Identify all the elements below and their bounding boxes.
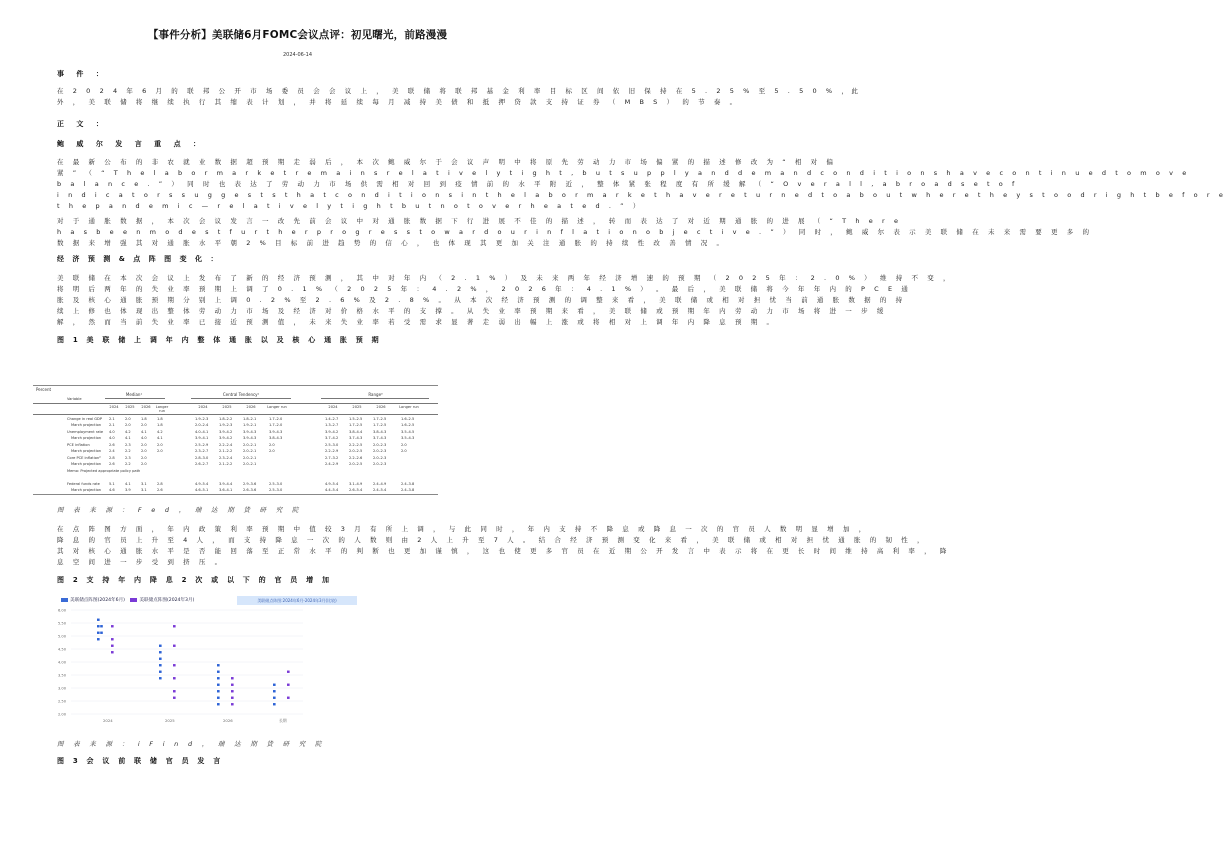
- year-header: Longer run: [155, 405, 169, 413]
- text-line: b a l a n c e . ” ） 同 时 也 表 达 了 劳 动 力 市 场 供 需 相 对 回 到 疫 情 前 的 水 平 附 近 ， 整 体 紧 张 程 度 有 所 缓 解 （ “ O v e r a l l , a b r o a d s e t o f: [57, 180, 1018, 188]
- central-tendency-cell: 2.0–2.1: [243, 443, 257, 447]
- dot-point: [231, 697, 234, 699]
- dot-point: [217, 671, 220, 673]
- central-tendency-cell: 2.9–3.6: [243, 482, 257, 486]
- dot-point: [173, 664, 176, 666]
- y-tick-label: 3.00: [58, 686, 67, 691]
- range-cell: 1.3–2.7: [325, 422, 339, 427]
- group-header-median: Median¹: [125, 392, 143, 397]
- row-label: Unemployment rate: [67, 430, 104, 434]
- y-tick-label: 2.00: [58, 712, 67, 717]
- text-line: 在 最 新 公 布 的 非 农 就 业 数 据 超 预 期 走 弱 后 ， 本 次 鲍 威 尔 于 会 议 声 明 中 将 原 先 劳 动 力 市 场 偏 紧 的 描 述 修 改 为 “ 相 对 偏: [57, 158, 837, 166]
- year-header: 2024: [198, 405, 208, 409]
- range-cell: 1.7–2.5: [349, 422, 363, 427]
- median-cell: 2.0: [141, 456, 147, 460]
- median-cell: 1.8: [157, 422, 163, 427]
- year-header: 2025: [222, 405, 232, 409]
- text-line: 数 据 来 增 强 其 对 通 胀 水 平 朝 2 % 目 标 前 进 趋 势 的 信 心 ， 也 体 现 其 更 加 关 注 通 胀 的 持 续 性 改 善 情 况 。: [57, 239, 727, 247]
- dot-point: [273, 697, 276, 699]
- median-cell: 3.1: [141, 487, 147, 492]
- x-tick-label: 2026: [223, 718, 233, 723]
- central-tendency-cell: 2.0–2.1: [243, 456, 257, 460]
- y-tick-label: 4.00: [58, 660, 67, 665]
- year-header: Longer run: [267, 405, 287, 409]
- legend-label-june: 美联储点阵图(2024年6月): [70, 598, 125, 603]
- range-cell: 3.7–4.2: [325, 435, 339, 440]
- central-tendency-cell: 3.9–4.3: [243, 435, 257, 440]
- dot-point: [159, 671, 162, 673]
- dot-point: [111, 638, 114, 640]
- group-header-central: Central Tendency²: [222, 392, 260, 397]
- dot-point: [173, 690, 176, 692]
- text-line: 紧 ” （ “ T h e l a b o r m a r k e t r e m a i n s r e l a t i v e l y t i g h t , b u t s u p p l y a n d d e m a n d c o n d i t i o n s h a v e c o n t i n u e d t o m o v e: [57, 169, 1190, 177]
- median-cell: 4.0: [109, 430, 115, 434]
- forecast-heading: 经 济 预 测 & 点 阵 图 变 化 ：: [57, 255, 221, 263]
- y-tick-label: 4.50: [58, 647, 67, 652]
- median-cell: 2.0: [141, 448, 147, 453]
- event-heading: 事 件 ：: [57, 70, 108, 78]
- dot-plot-paragraph: [57, 524, 951, 568]
- dot-point: [173, 645, 176, 647]
- table-unit: Percent: [36, 387, 52, 392]
- text-line: 将 明 后 两 年 的 失 业 率 预 期 上 调 了 0 . 1 % （ 2 0 2 5 年 ： 4 . 2 % ， 2 0 2 6 年 ： 4 . 1 % ） 。 最 后 ， 美 联 储 将 今 年 年 内 的 P C E 通: [57, 285, 912, 293]
- median-cell: 2.3: [125, 443, 131, 447]
- range-cell: 2.2–2.5: [349, 443, 363, 447]
- text-line: 续 上 修 也 体 现 出 整 体 劳 动 力 市 场 及 经 济 对 价 格 水 平 的 支 撑 。 从 失 业 率 预 期 来 看 ， 美 联 储 或 预 期 年 内 劳 动 力 市 场 将 进 一 步 缓: [57, 307, 887, 315]
- central-tendency-cell: 2.0: [269, 448, 275, 453]
- row-label: PCE inflation: [67, 443, 90, 447]
- median-cell: 4.2: [125, 430, 131, 434]
- row-label: March projection: [71, 461, 102, 466]
- text-line: 对 于 通 胀 数 据 ， 本 次 会 议 发 言 一 改 先 前 会 议 中 对 通 胀 数 据 下 行 进 展 不 佳 的 描 述 ， 转 而 表 达 了 对 近 期 通 胀 的 进 展 （ “ T h e r e: [57, 217, 902, 225]
- range-cell: 2.0–2.3: [373, 461, 387, 466]
- median-cell: 4.6: [109, 487, 115, 492]
- range-cell: 3.8–4.3: [373, 430, 387, 434]
- median-cell: 4.1: [157, 435, 163, 440]
- dot-point: [159, 658, 162, 660]
- range-cell: 2.6–5.4: [349, 487, 363, 492]
- economic-projections-table: [33, 385, 438, 495]
- range-cell: 2.0–2.3: [373, 456, 387, 460]
- dot-point: [287, 671, 290, 673]
- central-tendency-cell: 2.8–3.0: [195, 456, 209, 460]
- y-tick-label: 5.50: [58, 621, 67, 626]
- range-cell: 2.0–2.5: [349, 461, 363, 466]
- range-cell: 2.2–2.6: [349, 456, 363, 460]
- central-tendency-cell: 2.3–2.4: [219, 456, 233, 460]
- range-cell: 2.2–2.9: [325, 448, 339, 453]
- x-tick-label: 2025: [165, 718, 175, 723]
- median-cell: 4.1: [141, 430, 147, 434]
- dot-point: [97, 632, 100, 634]
- text-line: i n d i c a t o r s s u g g e s t s t h a t c o n d i t i o n s i n t h e l a b o r m a r k e t h a v e r e t u r n e d t o a b o u t w h e r e t h e y s t o o d r i g h t b e f o r e: [57, 191, 1226, 199]
- range-cell: 2.7–3.2: [325, 456, 339, 460]
- dot-point: [273, 690, 276, 692]
- dot-point: [173, 625, 176, 627]
- range-cell: 3.7–4.3: [373, 435, 387, 440]
- median-cell: 2.0: [157, 443, 163, 447]
- median-cell: 4.2: [157, 430, 163, 434]
- range-cell: 2.4–3.8: [401, 482, 415, 486]
- central-tendency-cell: 2.6–3.6: [243, 487, 257, 492]
- median-cell: 4.0: [141, 435, 147, 440]
- median-cell: 4.1: [125, 435, 131, 440]
- median-cell: 2.3: [125, 456, 131, 460]
- range-cell: 2.5–3.0: [325, 443, 339, 447]
- range-cell: 1.6–2.5: [401, 417, 415, 421]
- dot-point: [97, 638, 100, 640]
- median-cell: 3.1: [141, 482, 147, 486]
- range-cell: 1.7–2.5: [373, 417, 387, 421]
- central-tendency-cell: 3.9–4.3: [243, 430, 257, 434]
- dot-point: [231, 703, 234, 705]
- powell-heading: 鲍 威 尔 发 言 重 点 ：: [57, 140, 206, 148]
- row-label: Federal funds rate: [67, 482, 100, 486]
- dot-point: [173, 697, 176, 699]
- dot-point: [217, 703, 220, 705]
- range-cell: 3.5–4.5: [401, 430, 415, 434]
- median-cell: 4.1: [125, 482, 131, 486]
- median-cell: 2.1: [109, 422, 115, 427]
- median-cell: 2.1: [109, 417, 115, 421]
- range-cell: 3.8–4.4: [349, 430, 363, 434]
- dot-point: [159, 645, 162, 647]
- dot-point: [287, 684, 290, 686]
- dot-point: [273, 703, 276, 705]
- dot-plot-svg: [57, 596, 310, 726]
- x-tick-label: 长期: [279, 718, 287, 723]
- y-tick-label: 3.50: [58, 673, 67, 678]
- central-tendency-cell: 2.2–2.4: [219, 443, 233, 447]
- figure-1-source: 图 表 来 源 ： F e d ， 瑞 达 期 货 研 究 院: [57, 506, 303, 514]
- range-cell: 1.4–2.7: [325, 417, 339, 421]
- row-label: Change in real GDP: [67, 417, 102, 421]
- median-cell: 2.0: [141, 461, 147, 466]
- central-tendency-cell: 1.8–2.2: [219, 417, 233, 421]
- central-tendency-cell: 4.0–4.1: [195, 430, 209, 434]
- median-cell: 1.8: [157, 417, 163, 421]
- report-title: 【事件分析】美联储6月FOMC会议点评：初见曙光，前路漫漫: [147, 29, 448, 41]
- dot-point: [173, 677, 176, 679]
- range-cell: 2.0–2.3: [373, 443, 387, 447]
- y-tick-label: 2.50: [58, 699, 67, 704]
- central-tendency-cell: 3.9–4.1: [195, 435, 209, 440]
- median-cell: 2.8: [157, 482, 163, 486]
- year-header: 2025: [352, 405, 362, 409]
- body-heading: 正 文 ：: [57, 120, 108, 128]
- median-cell: 2.8: [109, 456, 115, 460]
- y-tick-label: 6.00: [58, 608, 67, 613]
- range-cell: 2.4–4.9: [373, 482, 387, 486]
- text-line: 解 ， 然 而 当 前 失 业 率 已 接 近 预 测 值 ， 未 来 失 业 率 若 受 需 求 显 著 走 弱 出 幅 上 涨 或 将 相 对 上 调 年 内 降 息 预 期 。: [57, 318, 777, 326]
- report-date: 2024-06-14: [282, 52, 313, 58]
- x-tick-label: 2024: [103, 718, 113, 723]
- central-tendency-cell: 4.9–5.4: [195, 482, 209, 486]
- central-tendency-cell: 2.5–3.0: [269, 482, 283, 486]
- dot-point: [231, 677, 234, 679]
- dot-point: [217, 684, 220, 686]
- text-line: 降 息 的 官 员 上 升 至 4 人 ， 而 支 持 降 息 一 次 的 人 数 则 由 2 人 上 升 至 7 人 。 结 合 经 济 预 测 变 化 来 看 ， 美 联 储 或 相 对 担 忧 通 胀 的 韧 性 ，: [57, 536, 928, 544]
- range-cell: 1.5–2.5: [349, 417, 363, 421]
- central-tendency-cell: 1.8–2.1: [243, 417, 257, 421]
- central-tendency-cell: 3.6–4.1: [219, 487, 233, 492]
- dot-plot-chart: [57, 596, 337, 726]
- range-cell: 3.9–4.2: [325, 430, 339, 434]
- range-cell: 2.0–2.3: [373, 448, 387, 453]
- row-label: March projection: [71, 422, 102, 427]
- figure-1-title: 图 1 美 联 储 上 调 年 内 整 体 通 胀 以 及 核 心 通 胀 预 期: [57, 336, 382, 344]
- dot-point: [97, 625, 100, 627]
- row-label: Memo: Projected appropriate policy path: [67, 469, 141, 473]
- central-tendency-cell: 1.7–2.0: [269, 422, 283, 427]
- central-tendency-cell: 2.5–2.9: [195, 443, 209, 447]
- text-line: t h e p a n d e m i c — r e l a t i v e l y t i g h t b u t n o t o v e r h e a t e d . ” ）: [57, 202, 643, 210]
- year-header: 2025: [125, 405, 135, 409]
- median-cell: 1.8: [141, 417, 147, 421]
- median-cell: 2.6: [109, 461, 115, 466]
- range-cell: 2.0: [401, 443, 407, 447]
- median-cell: 2.0: [141, 422, 147, 427]
- range-cell: 2.4–3.8: [401, 487, 415, 492]
- row-label: March projection: [71, 487, 102, 492]
- dot-point: [111, 625, 114, 627]
- central-tendency-cell: 1.9–2.3: [195, 417, 209, 421]
- median-cell: 3.9: [125, 487, 131, 492]
- range-cell: 2.4–2.9: [325, 461, 339, 466]
- dot-point: [217, 690, 220, 692]
- dot-point: [287, 697, 290, 699]
- central-tendency-cell: 2.1–2.2: [219, 448, 233, 453]
- range-cell: 2.0–2.5: [349, 448, 363, 453]
- text-line: h a s b e e n m o d e s t f u r t h e r p r o g r e s s t o w a r d o u r i n f l a t i o n o b j e c t i v e . ” ） 同 时 ， 鲍 威 尔 表 示 美 联 储 在 未 来 需 要 更 多 的: [57, 228, 1093, 236]
- figure-2-source: 图 表 来 源 ： i F i n d ， 瑞 达 期 货 研 究 院: [57, 740, 326, 748]
- median-cell: 4.0: [109, 435, 115, 440]
- dot-point: [97, 619, 100, 621]
- text-line: 美 联 储 在 本 次 会 议 上 发 布 了 新 的 经 济 预 测 ， 其 中 对 年 内 （ 2 . 1 % ） 及 未 来 两 年 经 济 增 速 的 预 期 （ 2 0 2 5 年 ： 2 . 0 % ） 维 持 不 变 ，: [57, 274, 954, 282]
- powell-paragraph-1: [57, 157, 1226, 212]
- range-cell: 3.5–4.3: [401, 435, 415, 440]
- median-cell: 2.0: [141, 443, 147, 447]
- median-cell: 5.1: [109, 482, 115, 486]
- dot-point: [217, 677, 220, 679]
- figure-3-title: 图 3 会 议 前 联 储 官 员 发 言: [57, 757, 224, 765]
- central-tendency-cell: 3.9–4.4: [219, 482, 233, 486]
- central-tendency-cell: 3.8–4.3: [269, 435, 283, 440]
- range-cell: 3.7–4.3: [349, 435, 363, 440]
- range-cell: 1.6–2.5: [401, 422, 415, 427]
- event-paragraph: [57, 86, 862, 108]
- year-header: 2024: [328, 405, 338, 409]
- powell-paragraph-2: [57, 216, 1093, 249]
- central-tendency-cell: 3.9–4.2: [219, 430, 233, 434]
- year-header: 2026: [246, 405, 256, 409]
- group-header-range: Range³: [368, 392, 383, 397]
- year-header: 2026: [376, 405, 386, 409]
- variable-header: Variable: [67, 397, 82, 401]
- y-tick-label: 5.00: [58, 634, 67, 639]
- text-line: 在 2 0 2 4 年 6 月 的 联 邦 公 开 市 场 委 员 会 会 议 上 ， 美 联 储 将 联 邦 基 金 利 率 目 标 区 间 依 旧 保 持 在 5 . 2 5 % 至 5 . 5 0 % ，此: [57, 87, 862, 95]
- range-cell: 2.0: [401, 448, 407, 453]
- central-tendency-cell: 3.9–4.2: [219, 435, 233, 440]
- row-label: Core PCE inflation⁴: [67, 456, 101, 460]
- text-line: 胀 及 核 心 通 胀 预 期 分 别 上 调 0 . 2 % 至 2 . 6 % 及 2 . 8 % 。 从 本 次 经 济 预 测 的 调 整 来 看 ， 美 联 储 或 相 对 担 忧 当 前 通 胀 数 据 的 持: [57, 296, 906, 304]
- row-label: March projection: [71, 435, 102, 440]
- central-tendency-cell: 2.3–2.7: [195, 448, 209, 453]
- dot-point: [111, 645, 114, 647]
- text-line: 息 空 间 进 一 步 受 到 挤 压 。: [57, 558, 225, 566]
- dot-point: [217, 664, 220, 666]
- year-header: 2024: [109, 405, 119, 409]
- median-cell: 2.2: [125, 461, 131, 466]
- dot-point: [100, 632, 103, 634]
- range-cell: 2.4–5.4: [373, 487, 387, 492]
- year-header: Longer run: [399, 405, 419, 409]
- central-tendency-cell: 1.9–2.1: [243, 422, 257, 427]
- dot-point: [231, 684, 234, 686]
- dot-point: [100, 625, 103, 627]
- dot-point: [159, 677, 162, 679]
- chart-caption: 美联储点阵图:2024年6月-2024年3月(比较): [237, 596, 357, 605]
- median-cell: 2.6: [109, 443, 115, 447]
- central-tendency-cell: 2.0–2.4: [195, 422, 209, 427]
- dot-point: [159, 651, 162, 653]
- central-tendency-cell: 1.7–2.0: [269, 417, 283, 421]
- range-cell: 4.9–5.4: [325, 482, 339, 486]
- text-line: 在 点 阵 图 方 面 ， 年 内 政 策 利 率 预 期 中 值 较 3 月 有 所 上 调 ， 与 此 同 时 ， 年 内 支 持 不 降 息 或 降 息 一 次 的 官 员 人 数 明 显 增 加 ，: [57, 525, 869, 533]
- central-tendency-cell: 2.0: [269, 443, 275, 447]
- row-label: March projection: [71, 448, 102, 453]
- central-tendency-cell: 4.6–5.1: [195, 487, 209, 492]
- legend-label-march: 美联储点阵图(2024年3月): [139, 598, 195, 603]
- forecast-paragraph: [57, 273, 954, 328]
- range-cell: 1.7–2.5: [373, 422, 387, 427]
- dot-point: [159, 664, 162, 666]
- text-line: 其 对 核 心 通 胀 水 平 是 否 能 回 落 至 正 常 水 平 的 判 断 也 更 加 谨 慎 ， 这 也 使 更 多 官 员 在 近 期 公 开 发 言 中 表 示 将 在 更 长 时 间 维 持 高 利 率 ， 降: [57, 547, 951, 555]
- central-tendency-cell: 2.0–2.1: [243, 461, 257, 466]
- dot-point: [111, 651, 114, 653]
- median-cell: 2.2: [125, 448, 131, 453]
- central-tendency-cell: 2.6–2.7: [195, 461, 209, 466]
- year-header: 2026: [141, 405, 151, 409]
- central-tendency-cell: 2.5–3.0: [269, 487, 283, 492]
- dot-point: [231, 690, 234, 692]
- text-line: 外 ， 美 联 储 将 继 续 执 行 其 缩 表 计 划 ， 并 将 延 续 每 月 减 持 美 债 和 抵 押 贷 款 支 持 证 券 （ M B S ） 的 节 奏 。: [57, 98, 740, 106]
- dot-point: [273, 684, 276, 686]
- median-cell: 2.4: [109, 448, 115, 453]
- central-tendency-cell: 3.9–4.3: [269, 430, 283, 434]
- figure-2-title: 图 2 支 持 年 内 降 息 2 次 或 以 下 的 官 员 增 加: [57, 576, 333, 584]
- range-cell: 3.1–4.9: [349, 482, 363, 486]
- dot-point: [217, 697, 220, 699]
- median-cell: 2.0: [125, 417, 131, 421]
- median-cell: 2.0: [157, 448, 163, 453]
- central-tendency-cell: 2.0–2.1: [243, 448, 257, 453]
- central-tendency-cell: 1.9–2.3: [219, 422, 233, 427]
- median-cell: 2.6: [157, 487, 163, 492]
- median-cell: 2.0: [125, 422, 131, 427]
- range-cell: 4.4–5.4: [325, 487, 339, 492]
- central-tendency-cell: 2.1–2.2: [219, 461, 233, 466]
